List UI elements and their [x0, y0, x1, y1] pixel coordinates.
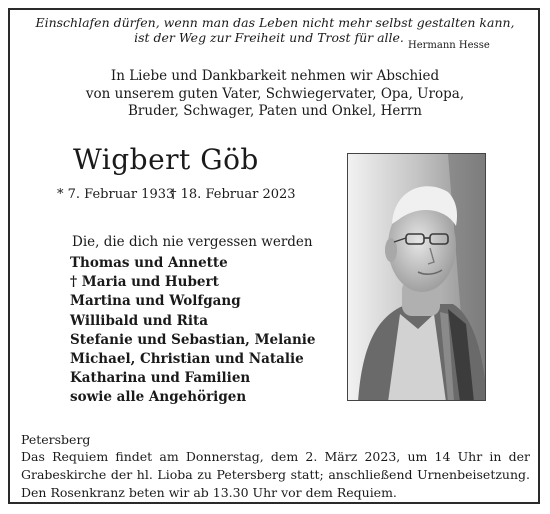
- portrait-illustration: [348, 154, 486, 401]
- mourner-entry: Michael, Christian und Natalie: [70, 351, 304, 368]
- intro-line-3: Bruder, Schwager, Paten und Onkel, Herrn: [128, 103, 422, 119]
- mourner-entry: Katharina und Familien: [70, 370, 251, 387]
- intro-line-1: In Liebe und Dankbarkeit nehmen wir Abschied: [110, 68, 440, 84]
- mourners-list: [70, 254, 316, 408]
- intro-line-2: von unserem guten Vater, Schwiegervater, Opa, Uropa,: [85, 85, 465, 102]
- quote-line-1: Einschlafen dürfen, wenn man das Leben nicht mehr selbst gestalten kann,: [35, 15, 515, 30]
- mourner-entry: Willibald und Rita: [70, 312, 208, 329]
- mourners-intro: Die, die dich nie vergessen werden: [72, 234, 313, 250]
- quote-line-2: ist der Weg zur Freiheit und Trost für alle.: [134, 30, 404, 45]
- intro-text: [0, 68, 550, 121]
- mourner-entry: Thomas und Annette: [70, 255, 228, 271]
- portrait-photo: [347, 153, 486, 401]
- quote-author: Hermann Hesse: [408, 40, 490, 51]
- mourner-entry: † Maria und Hubert: [70, 274, 219, 291]
- death-date: † 18. Februar 2023: [170, 187, 296, 202]
- mourner-entry: Stefanie und Sebastian, Melanie: [70, 331, 316, 348]
- mourner-entry: Martina und Wolfgang: [70, 293, 241, 310]
- mourner-entry: sowie alle Angehörigen: [70, 389, 247, 406]
- location: Petersberg: [21, 432, 91, 447]
- birth-date: * 7. Februar 1933: [57, 187, 175, 202]
- requiem-notice: Das Requiem findet am Donnerstag, dem 2. März 2023, um 14 Uhr in der Grabeskirche der hl. Lioba zu Petersberg statt; anschließend Urnenbeisetzung. Den Rosenkranz beten wir ab 13.30 Uhr vor dem Requiem.: [21, 449, 530, 500]
- deceased-name: Wigbert Göb: [73, 143, 259, 176]
